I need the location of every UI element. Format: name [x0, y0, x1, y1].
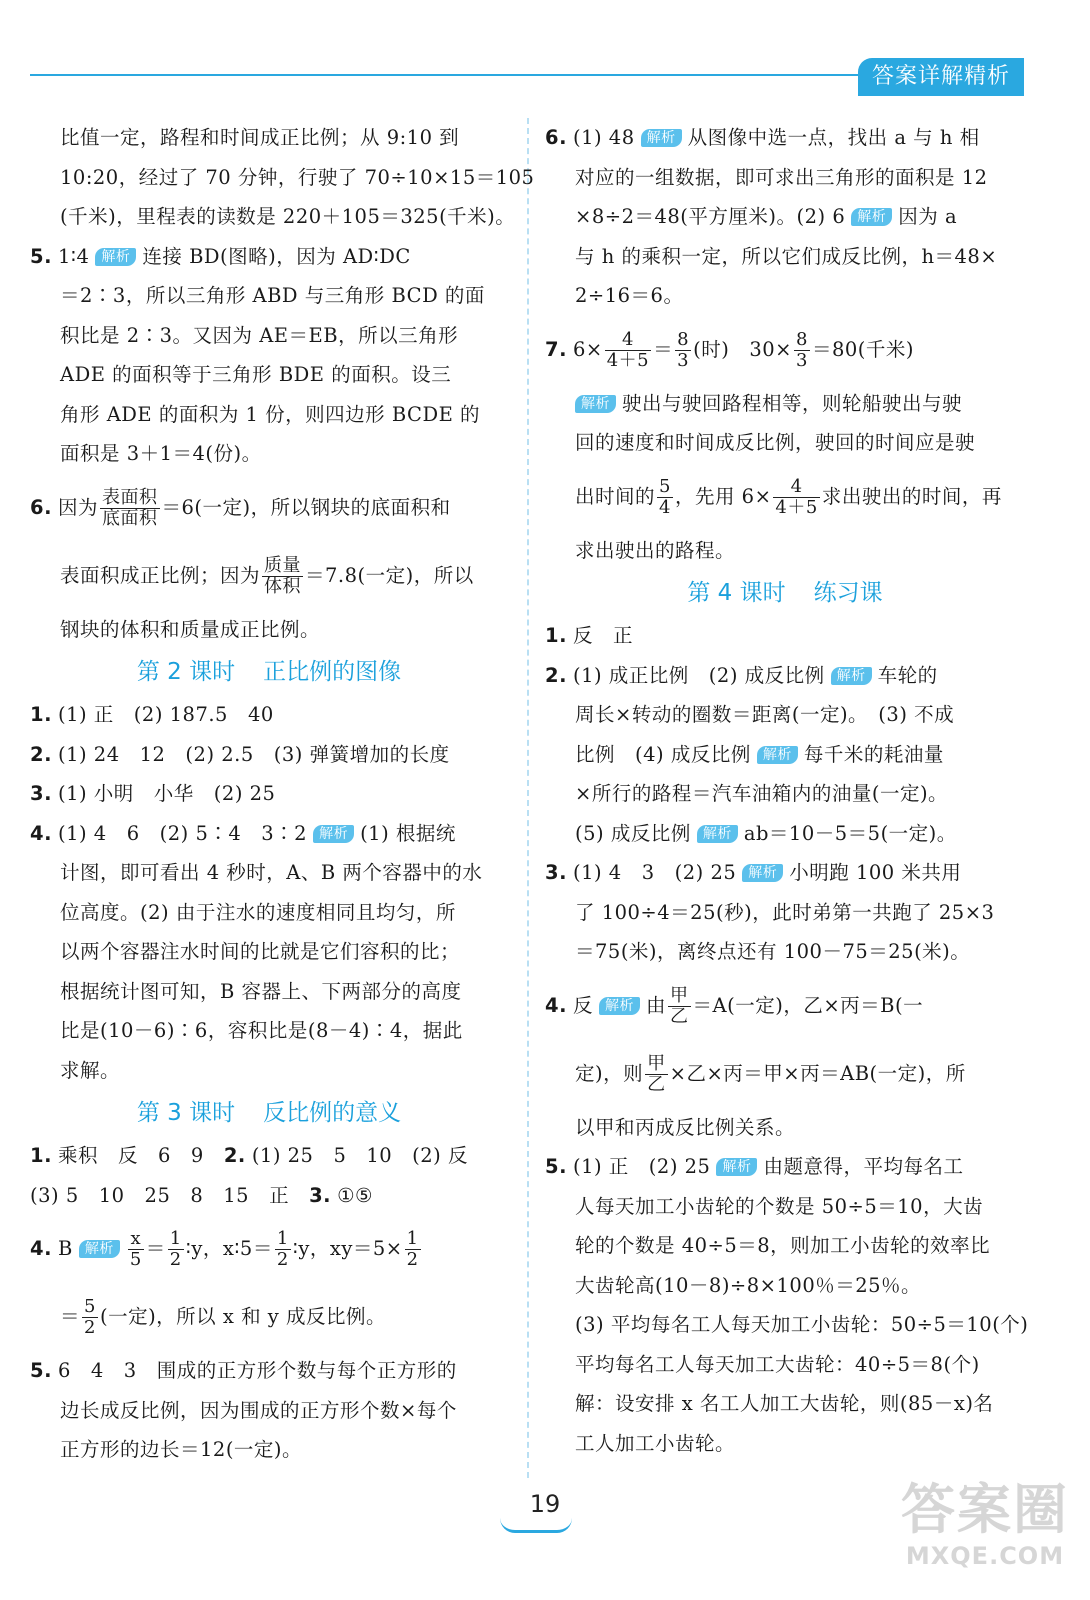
denominator: 4 [659, 496, 671, 518]
denominator: 2 [169, 1249, 182, 1270]
page-number: 19 [529, 1490, 561, 1518]
text: 驶出与驶回路程相等，则轮船驶出与驶 [622, 391, 963, 415]
section-title: 反比例的意义 [263, 1100, 402, 1126]
question-number: 7. [545, 337, 567, 361]
denominator: 4＋5 [775, 496, 818, 518]
denominator: 乙 [670, 1005, 689, 1027]
analysis-text: 车轮的 [877, 663, 938, 687]
text: 因为 a [898, 205, 958, 228]
analysis-tag: 解析 [831, 667, 872, 685]
denominator: 5 [129, 1249, 142, 1270]
answer-line [30, 735, 508, 775]
analysis-tag: 解析 [575, 395, 616, 413]
text-line: 计图，即可看出 4 秒时，A、B 两个容器中的水 [60, 861, 483, 884]
numerator: 1 [276, 1228, 289, 1250]
numerator: 4 [773, 477, 819, 498]
fraction [773, 477, 819, 518]
question-5 [30, 237, 508, 277]
text: 6× [572, 337, 603, 361]
fraction [657, 477, 673, 518]
answer: (1) 4 6 (2) 5∶4 3∶2 [57, 821, 308, 845]
fraction [605, 330, 651, 371]
text: (时) 30× [693, 337, 792, 361]
text-line [545, 735, 1025, 775]
text: 求出驶出的时间，再 [821, 484, 1002, 508]
text-line: 周长×转动的圈数＝距离(一定)。 (3) 不成 [575, 703, 955, 726]
section-number: 第 4 课时 [687, 580, 786, 606]
text: (5) 成反比例 [575, 821, 691, 845]
numerator: 5 [84, 1296, 96, 1318]
answer: (1) 48 [572, 126, 635, 149]
analysis-tag: 解析 [742, 864, 783, 882]
analysis-tag: 解析 [313, 825, 354, 843]
analysis-text: (1) 根据统 [360, 821, 456, 845]
text-line: 2÷16＝6。 [575, 284, 684, 307]
analysis-tag: 解析 [697, 825, 738, 843]
question-number: 1. [30, 1144, 52, 1167]
text: ×8÷2＝48(平方厘米)。(2) 6 [575, 205, 846, 228]
denominator: 2 [276, 1249, 289, 1270]
text: (一定)，所以 x 和 y 成反比例。 [99, 1305, 386, 1328]
question-number: 3. [30, 782, 52, 805]
analysis-tag: 解析 [757, 746, 798, 764]
question-number: 6. [30, 495, 52, 519]
numerator: 甲 [647, 1052, 666, 1074]
text-line: 钢块的体积和质量成正比例。 [60, 617, 321, 641]
text: 定)，则 [575, 1061, 644, 1085]
text-line: 对应的一组数据，即可求出三角形的面积是 12 [575, 165, 988, 189]
text: ∶y，xy＝5× [292, 1237, 403, 1260]
answer-line [545, 1147, 1025, 1187]
text-line: 了 100÷4＝25(秒)，此时弟第一共跑了 25×3 [575, 900, 995, 924]
text-line: 以两个容器注水时间的比就是它们容积的比； [60, 940, 461, 963]
text-line: 以甲和丙成反比例关系。 [575, 1115, 796, 1139]
fraction [645, 1054, 668, 1095]
watermark-logo [900, 1478, 1070, 1588]
denominator: 3 [795, 349, 808, 371]
answer-line [30, 1351, 508, 1391]
right-column [545, 118, 1029, 1463]
fraction [168, 1229, 184, 1270]
header-title-tab: 答案详解精析 [858, 58, 1024, 96]
numerator: x [128, 1229, 144, 1250]
text: 由 [646, 993, 667, 1017]
left-column [30, 118, 535, 1470]
answer: 反 [572, 993, 593, 1017]
text-line: ＝2∶3，所以三角形 ABD 与三角形 BCD 的面 [60, 284, 485, 307]
text-line: 边长成反比例，因为围成的正方形个数×每个 [60, 1398, 457, 1422]
text: ＝A(一定)，乙×丙＝B(一 [692, 993, 924, 1017]
text-line: ADE 的面积等于三角形 BDE 的面积。设三 [60, 363, 452, 386]
text-line: 求出驶出的路程。 [575, 538, 736, 562]
fraction [100, 488, 160, 529]
answer-line [30, 695, 508, 735]
text-line: 比是(10－6)∶6，容积比是(8－4)∶4，据此 [60, 1019, 463, 1042]
denominator: 3 [677, 349, 690, 371]
answer: 1∶4 [57, 244, 90, 268]
text-line [30, 1283, 508, 1351]
text-line [545, 814, 1025, 854]
analysis-tag: 解析 [95, 248, 136, 266]
text-line: 与 h 的乘积一定，所以它们成反比例，h＝48× [575, 244, 998, 268]
denominator: 底面积 [102, 507, 158, 529]
numerator: 表面积 [102, 486, 158, 508]
denominator: 2 [406, 1249, 419, 1270]
text-line: 10:20，经过了 70 分钟，行驶了 70÷10×15＝105 [60, 165, 535, 189]
question-number: 1. [30, 703, 52, 726]
section-number: 第 2 课时 [136, 659, 236, 685]
answer: B [57, 1237, 73, 1260]
question-6 [30, 474, 508, 542]
text-line: 位高度。(2) 由于注水的速度相同且均匀，所 [60, 900, 456, 924]
analysis-tag: 解析 [716, 1158, 757, 1176]
text: ，先用 6× [674, 484, 772, 508]
analysis-text: 小明跑 100 米共用 [789, 861, 962, 884]
text-line: 正方形的边长＝12(一定)。 [60, 1438, 303, 1461]
text: ＝ [653, 337, 674, 361]
text-line [545, 384, 1025, 424]
section-title: 练习课 [813, 580, 883, 606]
text-line: 轮的个数是 40÷5＝8，则加工小齿轮的效率比 [575, 1234, 991, 1257]
fraction [275, 1229, 291, 1270]
text: 每千米的耗油量 [803, 742, 944, 766]
numerator: 1 [169, 1228, 182, 1250]
header-rule [30, 74, 860, 76]
answer-line [545, 316, 1025, 384]
text-line: 比值一定，路程和时间成正比例；从 9:10 到 [60, 126, 460, 149]
numerator: 5 [659, 475, 671, 497]
page-number-arc [500, 1518, 572, 1533]
numerator: 8 [677, 328, 690, 350]
text-line: 回的速度和时间成反比例，驶回的时间应是驶 [575, 431, 976, 454]
section-number: 第 3 课时 [136, 1100, 236, 1126]
answer: (1) 25 5 10 (2) 反 [251, 1144, 468, 1167]
text: ＝7.8(一定)，所以 [305, 563, 474, 587]
answer-line [545, 118, 1025, 158]
text: 比例 (4) 成反比例 [575, 742, 751, 766]
question-number: 4. [545, 993, 567, 1017]
text: ∶y，x∶5＝ [185, 1237, 273, 1260]
numerator: 质量 [264, 554, 302, 576]
text: ＝6(一定)，所以钢块的底面积和 [161, 495, 451, 519]
analysis-text: 从图像中选一点，找出 a 与 h 相 [687, 126, 980, 149]
fraction [668, 986, 691, 1027]
text-line: 人每天加工小齿轮的个数是 50÷5＝10，大齿 [575, 1194, 984, 1218]
text-line: 求解。 [60, 1058, 121, 1082]
numerator: 4 [605, 330, 651, 351]
answer-line [30, 1136, 508, 1176]
column-divider [527, 118, 529, 1478]
text: 表面积成正比例；因为 [60, 563, 261, 587]
text-line: 根据统计图可知，B 容器上、下两部分的高度 [60, 979, 462, 1003]
question-number: 2. [30, 742, 52, 766]
answer: ①⑤ [337, 1183, 374, 1207]
text-line: 角形 ADE 的面积为 1 份，则四边形 BCDE 的 [60, 402, 481, 426]
fraction [675, 330, 691, 371]
text-line: 解：设安排 x 名工人加工大齿轮，则(85－x)名 [575, 1392, 994, 1415]
fraction [794, 330, 810, 371]
answer-line [30, 774, 508, 814]
question-number: 6. [545, 126, 567, 149]
answer: 反 正 [572, 624, 633, 647]
text-line [545, 463, 1025, 531]
text-line: 平均每名工人每天加工大齿轮：40÷5＝8(个) [575, 1352, 980, 1376]
numerator: 甲 [670, 984, 689, 1006]
text-line: 积比是 2∶3。又因为 AE＝EB，所以三角形 [60, 323, 459, 347]
numerator: 1 [406, 1228, 419, 1250]
section-title: 正比例的图像 [263, 659, 402, 685]
watermark-text: 答案圈 [901, 1478, 1069, 1541]
text-line [545, 1040, 1025, 1108]
answer: (1) 成正比例 (2) 成反比例 [572, 663, 825, 687]
question-number: 4. [30, 821, 52, 845]
answer: 6 4 3 围成的正方形个数与每个正方形的 [57, 1359, 457, 1382]
answer-line [30, 814, 508, 854]
text: ＝ [60, 1305, 81, 1328]
fraction [405, 1229, 421, 1270]
text: ＝80(千米) [811, 337, 914, 361]
text-line [545, 197, 1025, 237]
question-number: 3. [309, 1183, 332, 1207]
text-line: 大齿轮高(10－8)÷8×100％＝25％。 [575, 1273, 922, 1297]
analysis-tag: 解析 [79, 1240, 120, 1258]
section-heading [30, 649, 508, 695]
answer: (1) 4 3 (2) 25 [572, 861, 737, 884]
answer: (1) 24 12 (2) 2.5 (3) 弹簧增加的长度 [57, 742, 450, 766]
analysis-tag: 解析 [851, 208, 892, 226]
text-line: 工人加工小齿轮。 [575, 1431, 736, 1455]
answer: (1) 正 (2) 25 [572, 1155, 711, 1178]
fraction [82, 1297, 98, 1338]
denominator: 乙 [647, 1073, 666, 1095]
text-line: ×所行的路程＝汽车油箱内的油量(一定)。 [575, 782, 949, 805]
answer-line [30, 1176, 508, 1216]
fraction [262, 556, 303, 597]
analysis-tag: 解析 [599, 997, 640, 1015]
analysis-tag: 解析 [641, 129, 682, 147]
denominator: 4＋5 [606, 349, 650, 371]
question-number: 5. [545, 1155, 567, 1178]
fraction [128, 1229, 144, 1270]
text-line [30, 542, 508, 610]
answer: (1) 正 (2) 187.5 40 [57, 703, 274, 726]
answer-line [545, 972, 1025, 1040]
text: 因为 [57, 495, 98, 519]
text: 出时间的 [575, 484, 656, 508]
numerator: 8 [795, 328, 808, 350]
text: ab＝10－5＝5(一定)。 [743, 821, 957, 845]
answer: (3) 5 10 25 8 15 正 [30, 1183, 290, 1207]
denominator: 2 [84, 1317, 96, 1338]
text-line: ＝75(米)，离终点还有 100－75＝25(米)。 [575, 940, 971, 963]
denominator: 体积 [264, 575, 302, 597]
watermark-url: MXQE.COM [905, 1542, 1065, 1570]
section-heading [30, 1090, 508, 1136]
question-number: 5. [30, 244, 52, 268]
question-number: 1. [545, 624, 567, 647]
question-number: 2. [223, 1144, 246, 1167]
question-number: 5. [30, 1359, 52, 1382]
text: ×乙×丙＝甲×丙＝AB(一定)，所 [669, 1061, 966, 1085]
text-line: (3) 平均每名工人每天加工小齿轮：50÷5＝10(个) [575, 1313, 1029, 1336]
question-number: 4. [30, 1237, 52, 1260]
section-heading [545, 570, 1025, 616]
text-line: (千米)，里程表的读数是 220＋105＝325(千米)。 [60, 205, 516, 228]
question-number: 2. [545, 663, 567, 687]
analysis-text: 连接 BD(图略)，因为 AD∶DC [142, 244, 411, 268]
answer-line: 4. B 解析 $\frac{x}{5}$ ＝ $\frac{1}{2}$ ∶y，x∶5＝ $\frac{1}{2}$ ∶y，xy＝5× $\frac{1}{2}$ [30, 1228, 419, 1270]
analysis-text: 由题意得，平均每名工 [763, 1155, 964, 1178]
answer: (1) 小明 小华 (2) 25 [57, 782, 276, 805]
answer-line [545, 616, 1025, 656]
answer: 乘积 反 6 9 [57, 1144, 204, 1167]
answer-line [545, 656, 1025, 696]
question-number: 3. [545, 861, 567, 884]
answer-line [545, 853, 1025, 893]
text-line: 面积是 3＋1＝4(份)。 [60, 442, 262, 465]
